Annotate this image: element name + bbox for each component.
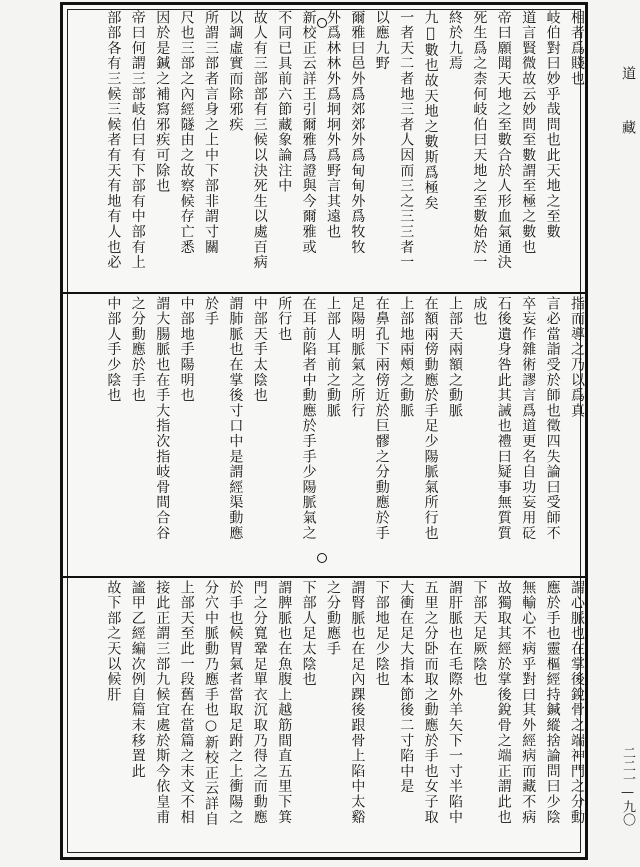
text-column: 門之分寬鞏足單衣沉取乃得之而動應 — [251, 580, 268, 825]
margin-subtitle: 藏 — [620, 120, 636, 136]
text-column: 尺也三部之內經隧由之故察候存亡悉 — [178, 10, 195, 255]
text-column: 下部地足少陰也 — [373, 580, 390, 688]
text-column: 外爲林林外爲坰坰外爲野言其遠也 — [325, 10, 341, 240]
text-column: 中部人手少陰也 — [105, 296, 122, 404]
text-column: 道言賢微故云妙問至數謂至極之數也 — [520, 10, 537, 255]
text-column: 以調虛實而除邪疾 — [227, 10, 244, 133]
text-column: 下部天足厥陰也 — [471, 580, 488, 688]
text-column: 分穴中脈動乃應手也○新校正云詳自 — [203, 580, 219, 827]
text-column: 上部人耳前之動脈 — [325, 296, 341, 419]
text-column: 所行也 — [276, 296, 293, 342]
text-column: 在耳前陷者中動應於手手少陽脈氣之 — [300, 296, 317, 541]
text-column: 爾雅曰邑外爲郊郊外爲甸甸外爲牧牧 — [349, 10, 366, 255]
text-column: 在額兩傍動應於手足少陽脈氣所行也 — [422, 296, 439, 541]
section-divider-1 — [63, 292, 585, 294]
text-column: 之分動應手 — [325, 580, 341, 657]
text-column: 謂心脈也在掌後銳骨之端神門之分動 — [569, 580, 585, 825]
text-column: 石後遺身咎此其誡也禮曰疑事無質質 — [495, 296, 512, 541]
text-column: 死生爲之柰何岐伯曰天地之至數始於一 — [471, 10, 488, 271]
text-column: 上部地兩頰之動脈 — [398, 296, 415, 419]
text-column: 成也 — [471, 296, 488, 327]
margin-title: 道 — [620, 66, 636, 82]
text-column: 九𫈇數也故天地之數斯爲極矣 — [422, 10, 439, 211]
text-column: 接此正謂三部九候宜處於斯今依皇甫 — [154, 580, 171, 825]
text-column: 部部各有三候三候者有天有地有人也必 — [105, 10, 122, 271]
text-column: 所謂三部者言身之上中下部非謂寸關 — [203, 10, 219, 255]
text-column: 相者爲賤也 — [569, 10, 585, 87]
text-column: 故人有三部部有三候以決死生以處百病 — [251, 10, 268, 271]
circle-mark — [317, 18, 327, 28]
text-column: 故獨取其經於掌後銳骨之端正謂此也 — [495, 580, 512, 825]
text-column: 謂肺脈也在掌後寸口中是謂經渠動應 — [227, 296, 244, 541]
text-column: 於手 — [203, 296, 219, 327]
text-column: 之分動應於手也 — [129, 296, 146, 404]
circle-mark — [317, 553, 327, 563]
text-column: 因於是鍼之補寫邪疾可除也 — [154, 10, 171, 194]
text-column: 謂肝脈也在毛際外羊矢下一寸半陷中 — [447, 580, 463, 825]
page-number: 二二一—九〇 — [620, 746, 635, 826]
text-column: 一者天二者地三者人因而三之三三者一 — [398, 10, 415, 271]
text-column: 帝曰何謂三部岐伯曰有下部有中部有上 — [129, 10, 146, 271]
text-column: 足陽明脈氣之所行 — [349, 296, 366, 419]
text-column: 於手也候胃氣者當取足跗之上衝陽之 — [227, 580, 244, 825]
text-column: 不同已具前六節藏象論注中 — [276, 10, 293, 194]
text-column: 卒妄作雜術謬言爲道更名自功妄用砭 — [520, 296, 537, 541]
text-column: 新校正云詳王引爾雅爲證與今爾雅或 — [300, 10, 317, 255]
text-column: 在鼻孔下兩傍近於巨髎之分動應於手 — [373, 296, 390, 541]
text-column: 無輸心不病乎對曰其外經病而藏不病 — [520, 580, 537, 825]
text-column: 言必當詣受於師也徵四失論曰受師不 — [544, 296, 561, 541]
text-column: 中部地手陽明也 — [178, 296, 195, 404]
text-column: 謐甲乙經編次例自篇末移置此 — [129, 580, 146, 779]
text-column: 謂大腸脈也在手大指次指岐骨間合谷 — [154, 296, 171, 541]
section-divider-2 — [63, 576, 585, 578]
text-column: 中部天手太陰也 — [251, 296, 268, 404]
text-column: 謂脾脈也在魚腹上越筋間直五里下箕 — [276, 580, 293, 825]
text-column: 大衝在足大指本節後二寸陷中是 — [398, 580, 415, 795]
text-column: 下部人足太陰也 — [300, 580, 317, 688]
text-column: 岐伯對曰妙乎哉問也此天地之至數 — [544, 10, 561, 240]
text-column: 謂腎脈也在足內踝後跟骨上陷中太谿 — [349, 580, 366, 825]
text-column: 五里之分卧而取之動應於手也女子取 — [422, 580, 439, 825]
text-column: 指而導之乃以爲真 — [569, 296, 585, 419]
text-column: 故下部之天以候肝 — [105, 580, 122, 703]
text-column: 終於九焉 — [447, 10, 463, 72]
text-column: 應於手也靈樞經持鍼縱捨論問曰少陰 — [544, 580, 561, 825]
text-column: 上部天兩額之動脈 — [447, 296, 463, 419]
text-column: 上部天至此一段舊在當篇之末文不相 — [178, 580, 195, 825]
text-column: 帝曰願聞天地之至數合於人形血氣通決 — [495, 10, 512, 271]
text-column: 以應九野 — [373, 10, 390, 72]
